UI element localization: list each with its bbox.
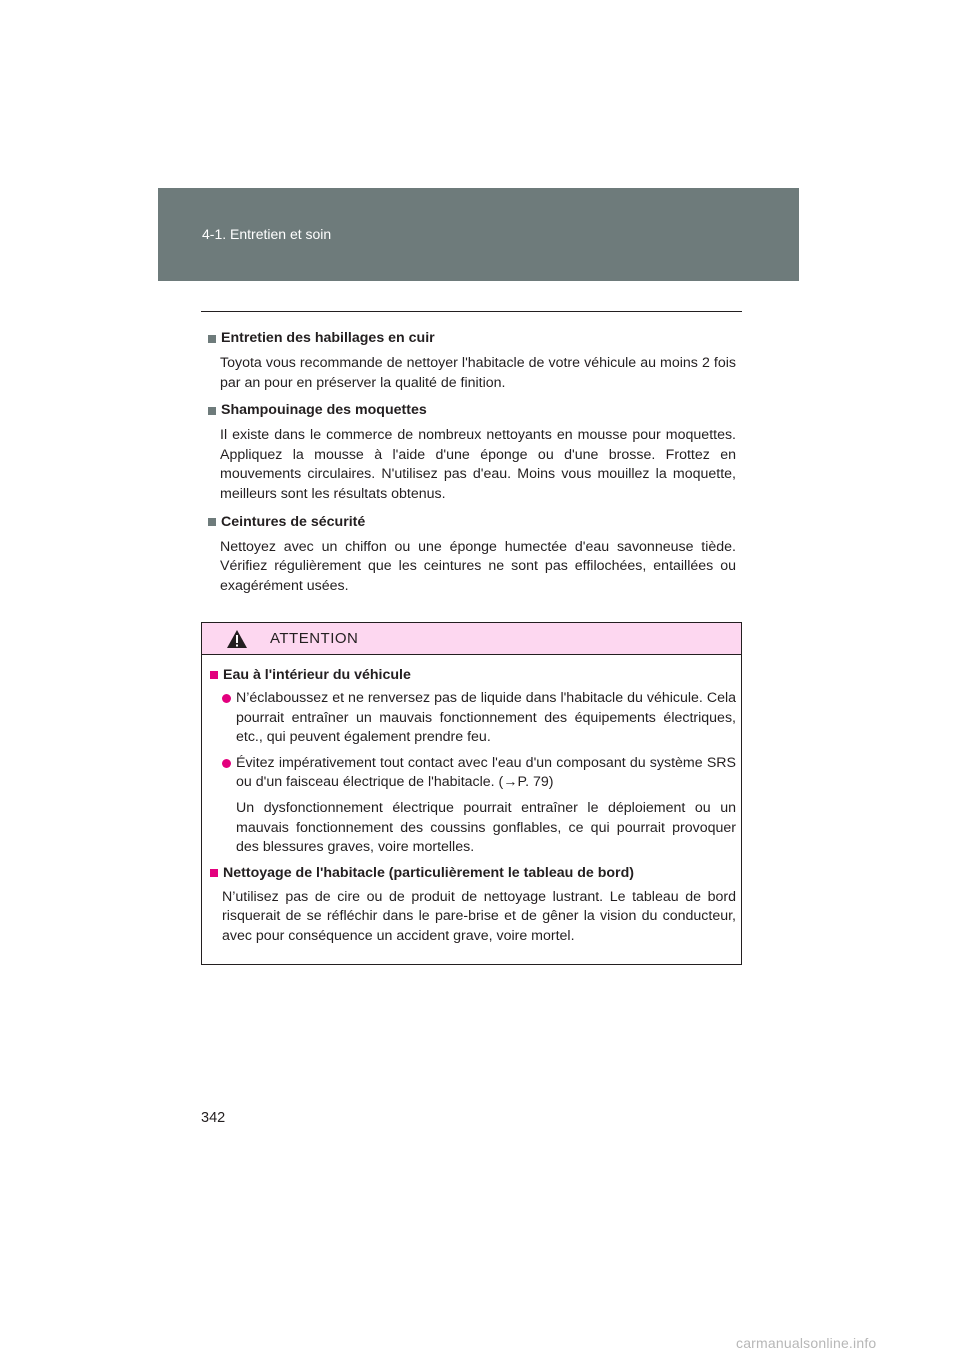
warning-title-water: Eau à l'intérieur du véhicule <box>210 665 736 685</box>
section-header-bar <box>158 188 799 281</box>
circle-bullet-icon <box>222 759 231 768</box>
square-bullet-icon <box>208 335 216 343</box>
circle-bullet-icon <box>222 694 231 703</box>
section-title: 4-1. Entretien et soin <box>202 226 332 242</box>
section-text-seatbelts: Nettoyez avec un chiffon ou une éponge humectée d'eau savonneuse tiède. Vérifiez régulièrement que les ceintures ne sont pas effilochées, entaillées ou exagérément usées. <box>220 538 736 594</box>
square-bullet-icon <box>208 407 216 415</box>
section-text-carpet: Il existe dans le commerce de nombreux nettoyants en mousse pour moquettes. Appliquez la mousse à l'aide d'une éponge ou d'une brosse. Frottez en mouvements circulaires. N'utilisez pas d'eau. Moins vous mouillez la moquette, meilleurs sont les résultats obtenus. <box>220 427 736 502</box>
warning-label: ATTENTION <box>270 630 359 647</box>
warning-triangle-icon <box>226 629 248 649</box>
warning-bullet-srs: Évitez impérativement tout contact avec l'eau d'un composant du système SRS ou d'un faisceau électrique de l'habitacle. (→P. 79) <box>222 754 736 793</box>
section-carpet <box>208 400 736 504</box>
section-leather <box>208 328 736 393</box>
square-bullet-icon <box>208 518 216 526</box>
warning-text-dashboard: N’utilisez pas de cire ou de produit de nettoyage lustrant. Le tableau de bord risquerait de se réfléchir dans le pare-brise et de gêner la vision du conducteur, avec pour conséquence un accident grave, voire mortel. <box>222 888 736 944</box>
square-bullet-icon <box>210 671 218 679</box>
warning-bullet-splash: N’éclaboussez et ne renversez pas de liquide dans l'habitacle du véhicule. Cela pourrait entraîner un mauvais fonctionnement des équipements électriques, etc., qui peuvent également prendre feu. <box>222 689 736 748</box>
page-number: 342 <box>201 1110 226 1126</box>
warning-text-airbag: Un dysfonctionnement électrique pourrait entraîner le déploiement ou un mauvais fonctionnement des coussins gonflables, ce qui pourrait provoquer des blessures graves, voire mortelles. <box>236 799 736 856</box>
warning-header <box>202 623 741 655</box>
header-rule <box>201 311 742 312</box>
section-title-seatbelts: Ceintures de sécurité <box>208 512 736 532</box>
section-title-carpet: Shampouinage des moquettes <box>208 400 736 420</box>
section-text-leather: Toyota vous recommande de nettoyer l'habitacle de votre véhicule au moins 2 fois par an pour en préserver la qualité de finition. <box>220 355 736 391</box>
warning-title-dashboard: Nettoyage de l'habitacle (particulièrement le tableau de bord) <box>210 863 736 883</box>
section-title-leather: Entretien des habillages en cuir <box>208 328 736 348</box>
warning-body <box>210 665 736 947</box>
section-seatbelts <box>208 512 736 597</box>
warning-box <box>201 622 742 965</box>
main-content <box>208 328 736 603</box>
square-bullet-icon <box>210 869 218 877</box>
watermark: carmanualsonline.info <box>736 1335 877 1351</box>
